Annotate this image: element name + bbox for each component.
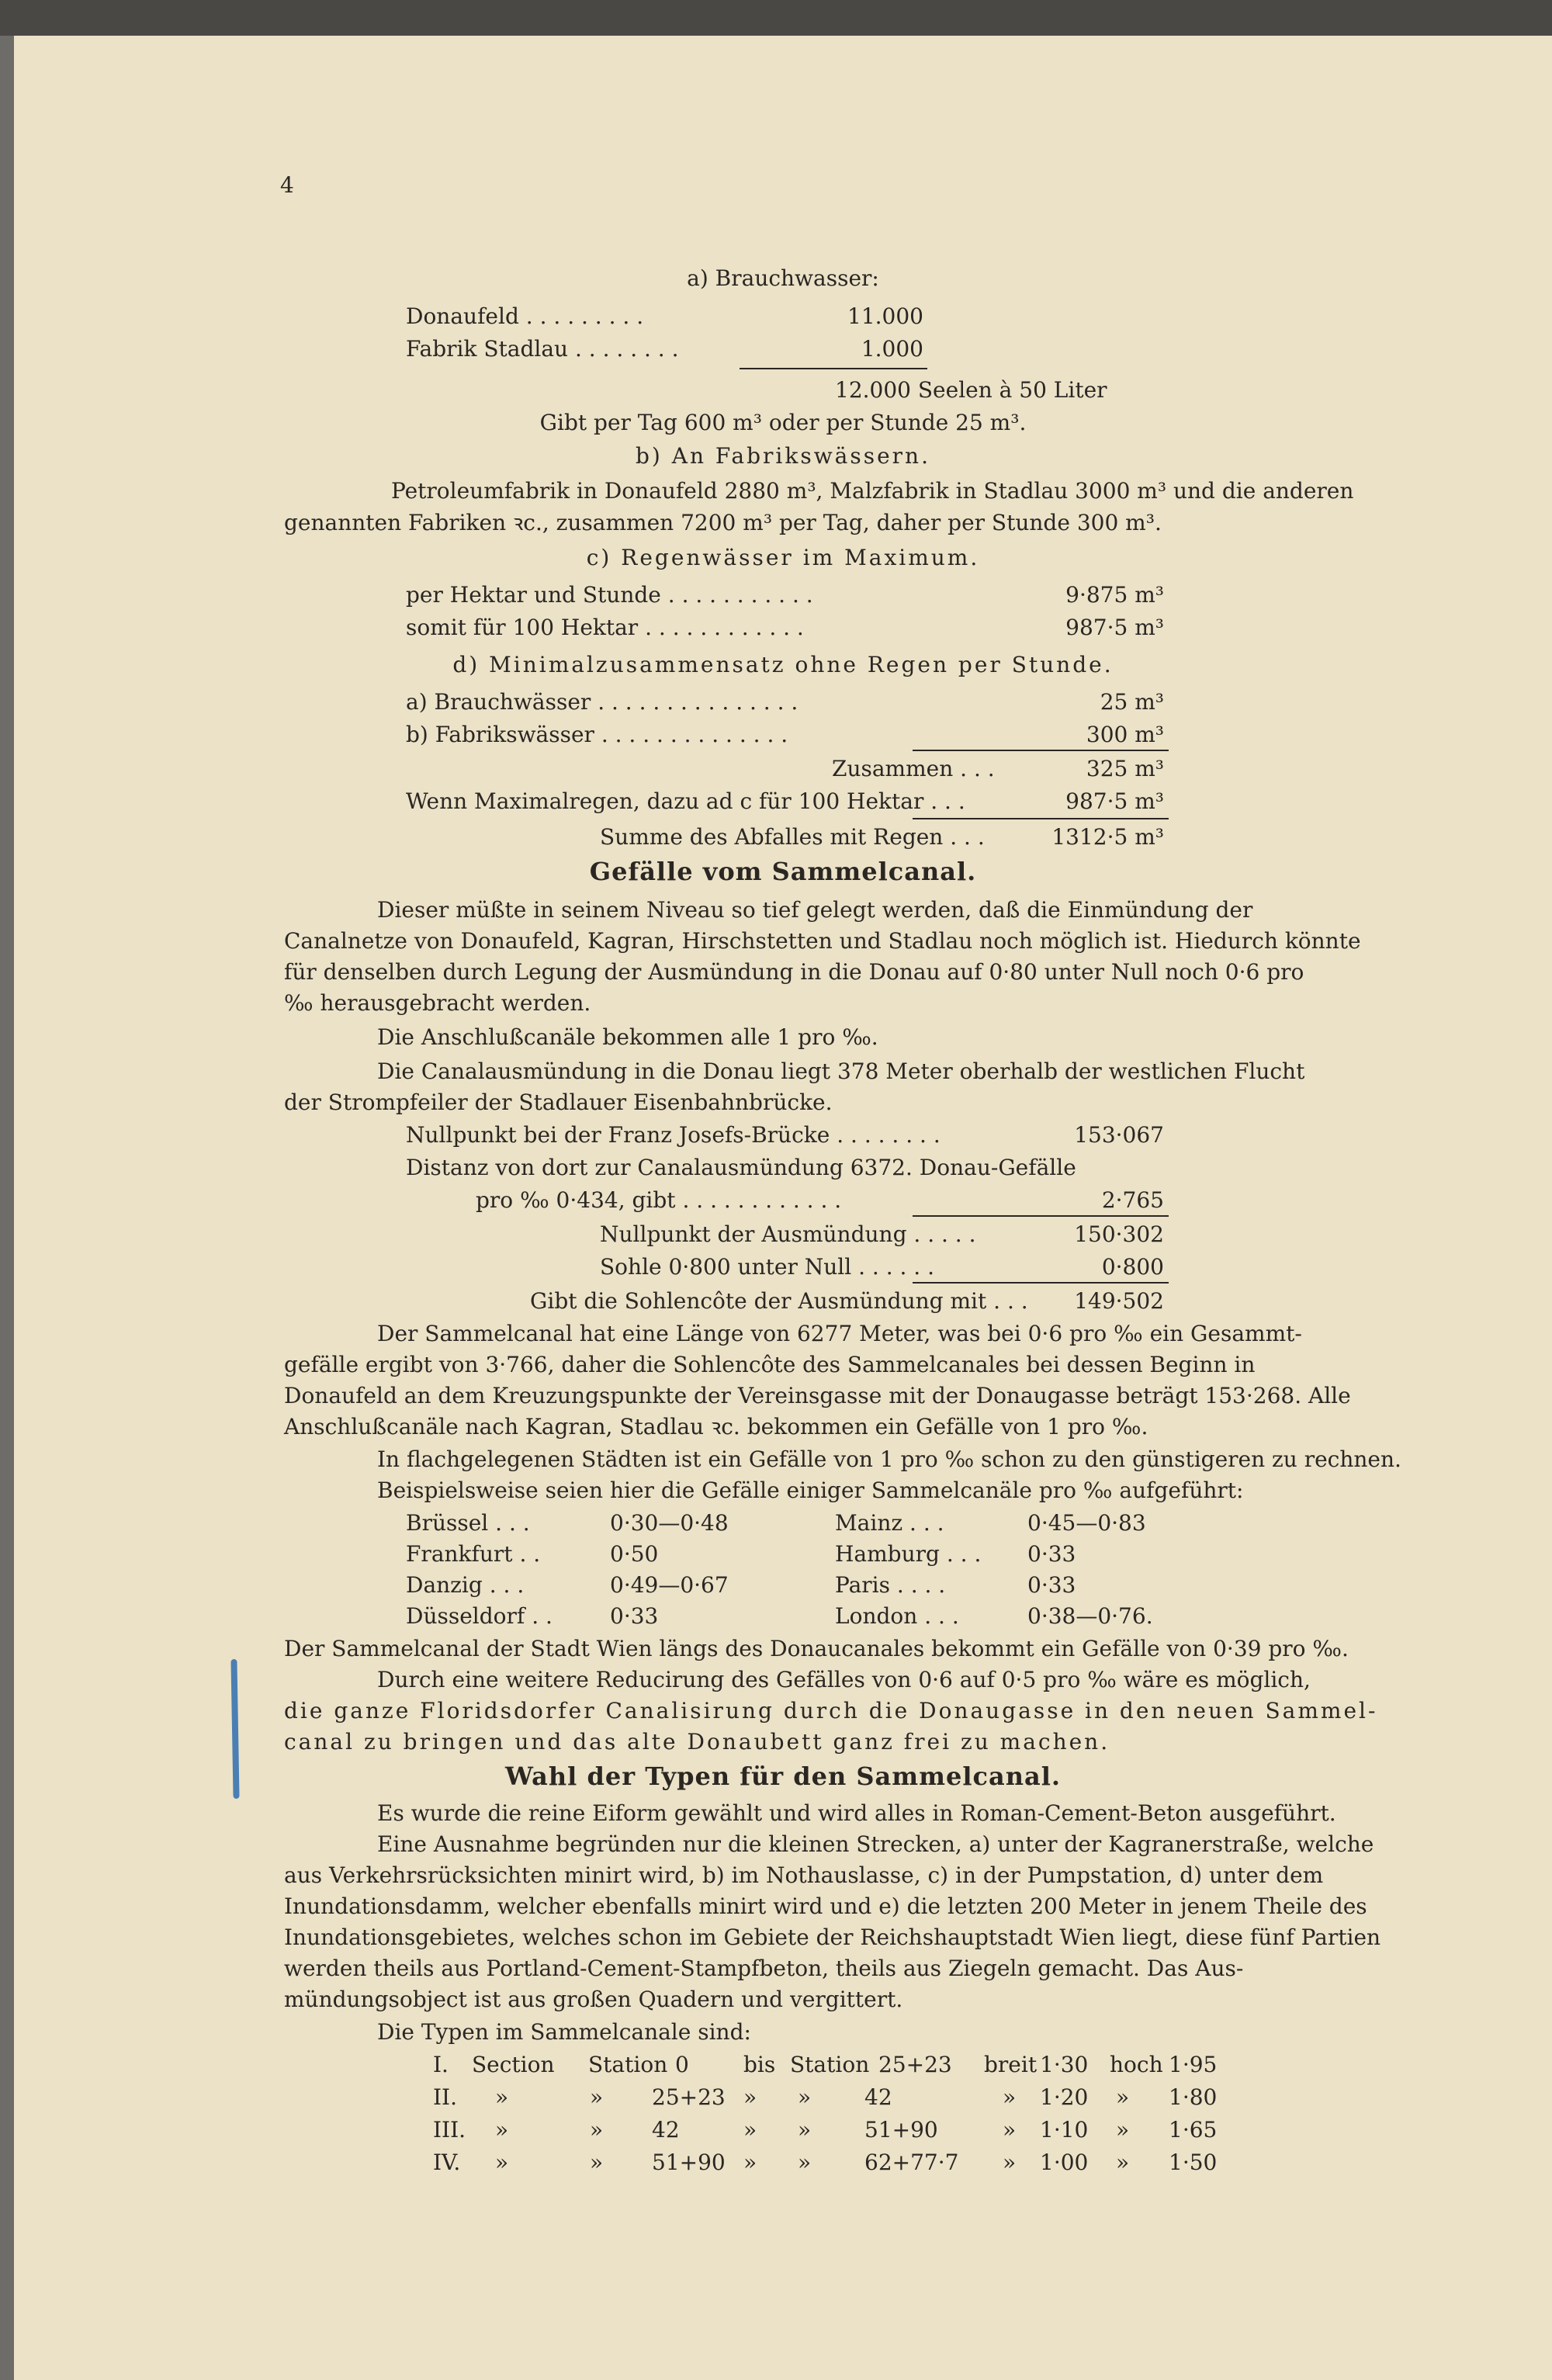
table-cell: 51+90 (864, 2117, 938, 2143)
calc-row (530, 1288, 1028, 1315)
list-item (835, 1510, 944, 1536)
table-cell: 25+23 (652, 2084, 726, 2110)
paragraph-line: Petroleumfabrik in Donaufeld 2880 m³, Malzfabrik in Stadlau 3000 m³ und die anderen (391, 478, 1354, 504)
list-item (406, 303, 643, 330)
document-page (14, 36, 1552, 2380)
list-item (406, 1572, 524, 1599)
city-name: Frankfurt (406, 1541, 513, 1567)
list-item (406, 336, 679, 362)
section-c-title: c) Regenwässer im Maximum. (586, 545, 980, 570)
leader-dots: . . . (946, 1541, 982, 1567)
calc-row (600, 1254, 934, 1280)
leader-dots: . . . (930, 788, 965, 814)
row-value: 150·302 (1074, 1221, 1164, 1247)
row-value: 153·067 (1074, 1122, 1164, 1148)
table-cell: IV. (433, 2150, 461, 2175)
leader-dots: . . (519, 1541, 541, 1567)
table-cell: Station (790, 2052, 870, 2077)
paragraph-line: Durch eine weitere Reducirung des Gefälles von 0·6 auf 0·5 pro ‰ wäre es möglich, (377, 1667, 1311, 1692)
leader-dots: . . . . . . . . (837, 1122, 941, 1148)
leader-dots: . . . (489, 1572, 525, 1598)
table-cell: III. (433, 2117, 466, 2143)
paragraph-line: Donaufeld an dem Kreuzungspunkte der Vereinsgasse mit der Donaugasse beträgt 153·268. Alle (284, 1383, 1351, 1408)
leader-dots: . . (532, 1603, 553, 1629)
row-value: 1312·5 m³ (1051, 824, 1164, 850)
leader-dots: . . . (950, 824, 985, 850)
paragraph-line: Die Typen im Sammelcanale sind: (377, 2019, 751, 2045)
row-label: a) Brauchwässer (406, 689, 591, 715)
city-name: London (835, 1603, 918, 1629)
city-name: Hamburg (835, 1541, 940, 1567)
table-cell: Section (472, 2052, 555, 2077)
paragraph-line: der Strompfeiler der Stadlauer Eisenbahnbrücke. (284, 1090, 833, 1115)
paragraph-line: für denselben durch Legung der Ausmündung in die Donau auf 0·80 unter Null noch 0·6 pro (284, 959, 1304, 985)
table-cell: 42 (864, 2084, 892, 2110)
table-cell: » (495, 2084, 509, 2110)
row-label: Zusammen (832, 756, 954, 781)
table-cell: » (743, 2117, 757, 2143)
leader-dots: . . . . (896, 1572, 946, 1598)
table-cell: Station (588, 2052, 668, 2077)
list-item (406, 1541, 540, 1568)
list-item (835, 1603, 959, 1630)
list-item (600, 824, 985, 850)
table-cell: breit (984, 2052, 1038, 2077)
calc-row: Distanz von dort zur Canalausmündung 6372. Donau-Gefälle (406, 1155, 1076, 1180)
sum-rule (913, 750, 1169, 751)
section-a-summary: Gibt per Tag 600 m³ oder per Stunde 25 m³. (539, 410, 1027, 435)
row-label: Sohle 0·800 unter Null (600, 1254, 852, 1280)
list-item (835, 1572, 945, 1599)
section-heading: Wahl der Typen für den Sammelcanal. (505, 1762, 1061, 1791)
table-cell: bis (743, 2052, 776, 2077)
paragraph-line: Inundationsgebietes, welches schon im Gebiete der Reichshauptstadt Wien liegt, diese fünf Partien (284, 1924, 1381, 1950)
paragraph-line: Dieser müßte in seinem Niveau so tief gelegt werden, daß die Einmündung der (377, 897, 1253, 923)
leader-dots: . . . . . . . . . . . . (645, 615, 804, 640)
list-item (835, 1541, 981, 1568)
row-label: b) Fabrikswässer (406, 722, 594, 747)
table-cell: » (798, 2150, 812, 2175)
leader-dots: . . . . . . . . . . . (667, 582, 813, 608)
row-value: 0·800 (1101, 1254, 1164, 1280)
paragraph-line: Der Sammelcanal der Stadt Wien längs des Donaucanales bekommt ein Gefälle von 0·39 pro ‰. (284, 1636, 1349, 1661)
table-cell: 1·95 (1169, 2052, 1218, 2077)
paragraph-line: Canalnetze von Donaufeld, Kagran, Hirschstetten und Stadlau noch möglich ist. Hiedurch könnte (284, 928, 1361, 954)
city-name: Düsseldorf (406, 1603, 525, 1629)
scan-border (0, 0, 1552, 36)
page-number: 4 (280, 172, 294, 198)
list-item (406, 788, 965, 815)
table-cell: 0 (675, 2052, 689, 2077)
leader-dots: . . . . . . . . . . . . . . . (598, 689, 799, 715)
city-value: 0·45—0·83 (1027, 1510, 1146, 1536)
leader-dots: . . . (495, 1510, 530, 1536)
table-cell: 1·50 (1169, 2150, 1218, 2175)
list-item (406, 689, 798, 715)
leader-dots: . . . (909, 1510, 944, 1536)
paragraph-line: Inundationsdamm, welcher ebenfalls minirt wird und e) die letzten 200 Meter in jenem Theile des (284, 1893, 1367, 1919)
paragraph-line: ‰ herausgebracht werden. (284, 990, 591, 1016)
table-cell: » (1116, 2084, 1130, 2110)
paragraph-line: die ganze Floridsdorfer Canalisirung durch die Donaugasse in den neuen Sammel- (284, 1698, 1378, 1724)
city-name: Paris (835, 1572, 890, 1598)
leader-dots: . . . (993, 1288, 1028, 1314)
row-value: 25 m³ (1100, 689, 1164, 715)
table-cell: 42 (652, 2117, 680, 2143)
table-cell: 51+90 (652, 2150, 726, 2175)
calc-row (600, 1221, 976, 1248)
leader-dots: . . . . . . . . . . . . (682, 1187, 842, 1213)
section-b-title: b) An Fabrikswässern. (635, 443, 930, 469)
row-label: Summe des Abfalles mit Regen (600, 824, 944, 850)
list-item (406, 582, 813, 608)
list-item (406, 722, 788, 748)
table-cell: 1·00 (1040, 2150, 1089, 2175)
leader-dots: . . . . . (913, 1221, 976, 1247)
table-cell: 1·20 (1040, 2084, 1089, 2110)
table-cell: hoch (1110, 2052, 1163, 2077)
paragraph-line: In flachgelegenen Städten ist ein Gefälle von 1 pro ‰ schon zu den günstigeren zu rechnen. (377, 1446, 1401, 1472)
list-item (406, 1510, 530, 1536)
table-cell: » (1116, 2117, 1130, 2143)
calc-row (476, 1187, 841, 1214)
table-cell: 62+77·7 (864, 2150, 959, 2175)
row-label: Gibt die Sohlencôte der Ausmündung mit (530, 1288, 987, 1314)
city-value: 0·33 (610, 1603, 659, 1629)
row-label: Donaufeld (406, 303, 519, 329)
table-cell: I. (433, 2052, 449, 2077)
paragraph-line: Anschlußcanäle nach Kagran, Stadlau ꝛc. bekommen ein Gefälle von 1 pro ‰. (284, 1414, 1148, 1439)
paragraph-line: Beispielsweise seien hier die Gefälle einiger Sammelcanäle pro ‰ aufgeführt: (377, 1478, 1244, 1503)
table-cell: » (743, 2084, 757, 2110)
sum-rule (913, 1215, 1169, 1217)
leader-dots: . . . . . . (858, 1254, 934, 1280)
city-name: Mainz (835, 1510, 903, 1536)
paragraph-line: mündungsobject ist aus großen Quadern und vergittert. (284, 1987, 903, 2012)
city-value: 0·33 (1027, 1541, 1076, 1567)
row-value: 300 m³ (1086, 722, 1164, 747)
section-heading: Gefälle vom Sammelcanal. (589, 857, 977, 886)
table-cell: 1·80 (1169, 2084, 1218, 2110)
leader-dots: . . . . . . . . . (525, 303, 644, 329)
row-label: Fabrik Stadlau (406, 336, 569, 362)
row-value: 1.000 (861, 336, 923, 362)
calc-row (406, 1122, 941, 1148)
table-cell: » (495, 2117, 509, 2143)
paragraph-line: Der Sammelcanal hat eine Länge von 6277 Meter, was bei 0·6 pro ‰ ein Gesammt- (377, 1321, 1302, 1346)
row-label: pro ‰ 0·434, gibt (476, 1187, 676, 1213)
section-a-title: a) Brauchwasser: (687, 265, 879, 291)
table-cell: II. (433, 2084, 458, 2110)
paragraph-line: Eine Ausnahme begründen nur die kleinen Strecken, a) unter der Kagranerstraße, welche (377, 1831, 1374, 1857)
paragraph-line: genannten Fabriken ꝛc., zusammen 7200 m³ per Tag, daher per Stunde 300 m³. (284, 510, 1162, 535)
table-cell: » (1003, 2150, 1017, 2175)
table-cell: » (743, 2150, 757, 2175)
row-value: 987·5 m³ (1065, 615, 1164, 640)
table-cell: » (798, 2117, 812, 2143)
table-cell: 1·65 (1169, 2117, 1218, 2143)
paragraph-line: Die Canalausmündung in die Donau liegt 378 Meter oberhalb der westlichen Flucht (377, 1058, 1305, 1084)
paragraph-line: canal zu bringen und das alte Donaubett ganz frei zu machen. (284, 1729, 1110, 1755)
table-cell: 1·30 (1040, 2052, 1089, 2077)
list-item (406, 615, 804, 641)
row-value: 149·502 (1074, 1288, 1164, 1314)
leader-dots: . . . (960, 756, 995, 781)
table-cell: » (495, 2150, 509, 2175)
sum-rule (913, 818, 1169, 819)
section-a-total: 12.000 Seelen à 50 Liter (835, 377, 1107, 403)
city-name: Danzig (406, 1572, 483, 1598)
row-value: 9·875 m³ (1065, 582, 1164, 608)
row-label: per Hektar und Stunde (406, 582, 661, 608)
city-value: 0·50 (610, 1541, 659, 1567)
row-label: somit für 100 Hektar (406, 615, 639, 640)
paragraph-line: Die Anschlußcanäle bekommen alle 1 pro ‰. (377, 1024, 878, 1050)
city-value: 0·38—0·76. (1027, 1603, 1153, 1629)
row-value: 2·765 (1101, 1187, 1164, 1213)
paragraph-line: Es wurde die reine Eiform gewählt und wird alles in Roman-Cement-Beton ausgeführt. (377, 1800, 1336, 1826)
list-item (406, 1603, 553, 1630)
leader-dots: . . . . . . . . (575, 336, 679, 362)
table-cell: » (590, 2150, 604, 2175)
city-name: Brüssel (406, 1510, 489, 1536)
row-label: Nullpunkt der Ausmündung (600, 1221, 907, 1247)
row-label: Nullpunkt bei der Franz Josefs-Brücke (406, 1122, 830, 1148)
table-cell: 25+23 (878, 2052, 952, 2077)
row-label: Wenn Maximalregen, dazu ad c für 100 Hektar (406, 788, 924, 814)
table-cell: 1·10 (1040, 2117, 1089, 2143)
row-value: 325 m³ (1086, 756, 1164, 781)
sum-rule (913, 1282, 1169, 1284)
row-value: 11.000 (847, 303, 923, 329)
table-cell: » (590, 2117, 604, 2143)
table-cell: » (1003, 2117, 1017, 2143)
paragraph-line: aus Verkehrsrücksichten minirt wird, b) im Nothauslasse, c) in der Pumpstation, d) unter dem (284, 1862, 1324, 1888)
list-item (832, 756, 995, 782)
table-cell: » (798, 2084, 812, 2110)
city-value: 0·33 (1027, 1572, 1076, 1598)
table-cell: » (1003, 2084, 1017, 2110)
leader-dots: . . . (924, 1603, 959, 1629)
row-value: 987·5 m³ (1065, 788, 1164, 814)
paragraph-line: gefälle ergibt von 3·766, daher die Sohlencôte des Sammelcanales bei dessen Beginn in (284, 1352, 1256, 1377)
paragraph-line: werden theils aus Portland-Cement-Stampfbeton, theils aus Ziegeln gemacht. Das Aus- (284, 1956, 1244, 1981)
sum-rule (740, 368, 927, 369)
city-value: 0·30—0·48 (610, 1510, 729, 1536)
table-cell: » (1116, 2150, 1130, 2175)
leader-dots: . . . . . . . . . . . . . . (601, 722, 788, 747)
city-value: 0·49—0·67 (610, 1572, 729, 1598)
section-d-title: d) Minimalzusammensatz ohne Regen per Stunde. (452, 652, 1114, 677)
table-cell: » (590, 2084, 604, 2110)
